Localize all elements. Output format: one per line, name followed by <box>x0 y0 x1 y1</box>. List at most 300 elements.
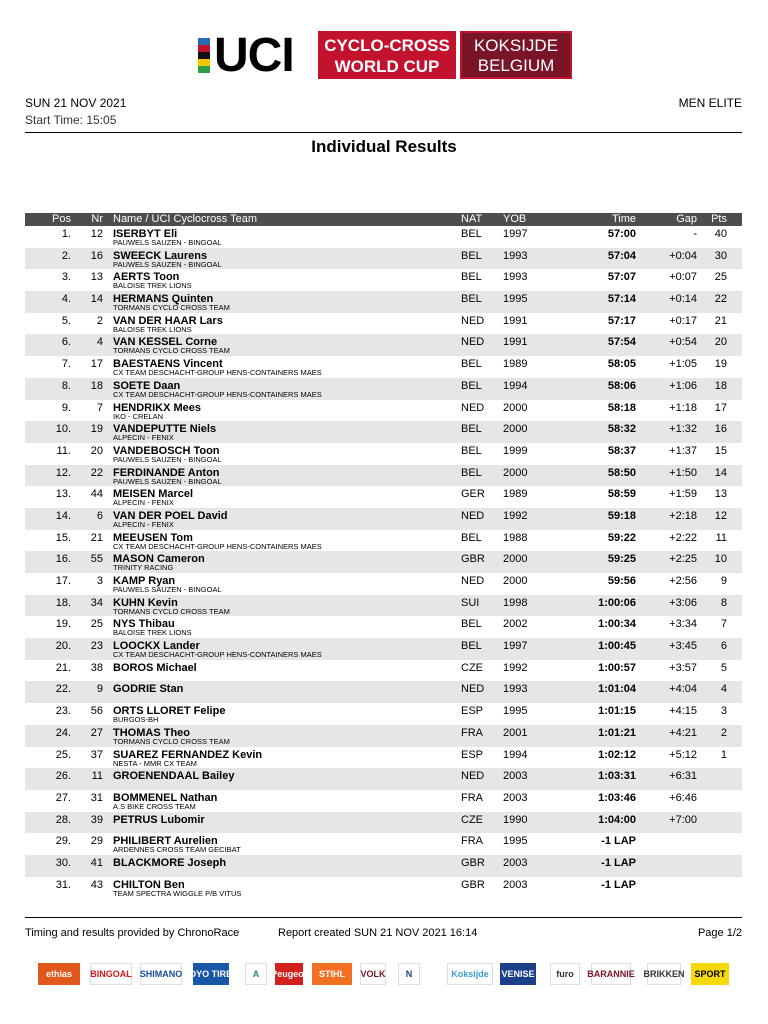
cell-time: 1:01:21 <box>598 726 636 739</box>
col-nr-header: Nr <box>91 213 103 225</box>
cell-name: BLACKMORE Joseph <box>113 856 227 869</box>
table-row <box>25 443 742 465</box>
cell-name: VANDEBOSCH Toon <box>113 444 220 457</box>
cell-nat: CZE <box>461 813 483 826</box>
cell-name: HENDRIKX Mees <box>113 401 202 414</box>
cell-nr: 9 <box>96 683 103 696</box>
cell-nr: 19 <box>90 423 103 436</box>
cell-pos: 17. <box>55 575 71 587</box>
cell-name: VAN KESSEL Corne <box>113 336 218 349</box>
cell-yob: 1993 <box>503 683 528 696</box>
cell-nr: 3 <box>96 575 103 587</box>
cell-nr: 38 <box>90 661 103 674</box>
cell-gap: +2:56 <box>669 575 697 587</box>
table-row <box>25 421 742 443</box>
cell-nr: 16 <box>90 249 103 262</box>
cell-time: 1:00:45 <box>598 640 636 653</box>
cell-team: PAUWELS SAUZEN - BINGOAL <box>113 454 222 464</box>
cell-yob: 2003 <box>503 856 528 869</box>
cell-pts: 2 <box>720 726 727 739</box>
table-row <box>25 833 742 855</box>
cell-pos: 4. <box>61 293 71 306</box>
table-row <box>25 334 742 356</box>
cell-name: MASON Cameron <box>113 553 205 566</box>
cell-pos: 1. <box>61 228 71 240</box>
col-nat-header: NAT <box>461 213 483 225</box>
cell-team: BALOISE TREK LIONS <box>113 628 192 638</box>
table-row <box>25 508 742 530</box>
cell-time: -1 LAP <box>601 878 636 891</box>
cell-time: 58:50 <box>607 466 636 479</box>
furo-logo-icon: furo <box>550 963 580 985</box>
cell-pts: 4 <box>720 683 727 696</box>
cell-gap: +1:06 <box>669 379 697 392</box>
cell-team: A.S BIKE CROSS TEAM <box>113 801 196 811</box>
cell-team: CX TEAM DESCHACHT-GROUP HENS-CONTAINERS MAES <box>113 389 322 399</box>
cell-time: 57:04 <box>607 249 636 262</box>
cell-gap: +0:54 <box>669 336 697 349</box>
cell-nat: BEL <box>461 228 482 240</box>
stripe-blue <box>198 38 210 45</box>
cell-name: BAESTAENS Vincent <box>113 358 223 371</box>
cell-yob: 1995 <box>503 705 528 718</box>
cell-nat: BEL <box>461 618 482 631</box>
event-line-2: WORLD CUP <box>334 57 440 76</box>
cell-name: SOETE Daan <box>113 379 181 392</box>
cell-nr: 21 <box>90 531 103 544</box>
cell-name: SWEECK Laurens <box>113 249 208 262</box>
cell-gap: - <box>693 228 697 240</box>
cell-yob: 2000 <box>503 401 528 414</box>
cell-nat: NED <box>461 336 485 349</box>
cell-pts: 21 <box>714 314 727 327</box>
cell-nat: BEL <box>461 379 482 392</box>
cell-gap: +2:25 <box>669 553 697 566</box>
cell-pos: 14. <box>55 509 71 522</box>
cell-name: GROENENDAAL Bailey <box>113 770 235 783</box>
cell-yob: 1995 <box>503 293 528 306</box>
report-created: Report created SUN 21 NOV 2021 16:14 <box>278 927 478 939</box>
cell-pts: 14 <box>714 466 727 479</box>
cell-yob: 1989 <box>503 488 528 501</box>
event-logo <box>198 27 572 83</box>
cell-pts: 17 <box>714 401 727 414</box>
cell-time: 59:56 <box>607 575 636 587</box>
table-row <box>25 313 742 335</box>
table-body <box>25 226 742 898</box>
cell-pos: 31. <box>55 878 71 891</box>
cell-team: ALPECIN - FENIX <box>113 498 174 508</box>
cell-nat: ESP <box>461 705 484 718</box>
table-row <box>25 486 742 508</box>
cell-nr: 23 <box>90 640 103 653</box>
cell-nat: BEL <box>461 249 482 262</box>
ethias-logo-icon: ethias <box>38 963 80 985</box>
cell-pts: 7 <box>720 618 727 631</box>
cell-pts: 9 <box>720 575 727 587</box>
cell-nat: BEL <box>461 271 482 284</box>
cell-nat: SUI <box>461 596 480 609</box>
location-line-1: KOKSIJDE <box>473 36 559 55</box>
cell-nat: NED <box>461 509 485 522</box>
cell-nat: BEL <box>461 531 482 544</box>
col-yob-header: YOB <box>503 213 527 225</box>
cell-team: ALPECIN - FENIX <box>113 433 174 443</box>
cell-team: PAUWELS SAUZEN - BINGOAL <box>113 476 222 486</box>
cell-pts: 8 <box>720 596 727 609</box>
cell-pos: 10. <box>55 423 71 436</box>
toyo-tires-logo-icon: TOYO TIRES <box>193 963 229 985</box>
cell-name: KAMP Ryan <box>113 575 176 587</box>
cell-yob: 2003 <box>503 791 528 804</box>
cell-nr: 55 <box>90 553 103 566</box>
stripe-black <box>198 52 210 59</box>
cell-time: 1:00:06 <box>598 596 636 609</box>
cell-pts: 15 <box>714 444 727 457</box>
cell-pos: 19. <box>55 618 71 631</box>
cell-pos: 27. <box>55 791 71 804</box>
cell-gap: +1:59 <box>669 488 697 501</box>
stihl-logo-icon: STIHL <box>312 963 352 985</box>
cell-time: 1:01:04 <box>598 683 636 696</box>
cell-nr: 41 <box>90 856 103 869</box>
cell-pos: 15. <box>55 531 71 544</box>
cell-name: HERMANS Quinten <box>113 293 214 306</box>
cell-time: 1:03:46 <box>598 791 636 804</box>
cell-yob: 1999 <box>503 444 528 457</box>
cell-yob: 1997 <box>503 640 528 653</box>
cell-gap: +2:22 <box>669 531 697 544</box>
stripe-red <box>198 45 210 52</box>
cell-gap: +1:37 <box>669 444 697 457</box>
cell-nr: 13 <box>90 271 103 284</box>
cell-nr: 18 <box>90 379 103 392</box>
cell-nat: FRA <box>461 726 483 739</box>
cell-nat: BEL <box>461 640 482 653</box>
table-row <box>25 768 742 790</box>
cell-team: BALOISE TREK LIONS <box>113 324 192 334</box>
cell-pts: 16 <box>714 423 727 436</box>
table-row <box>25 356 742 378</box>
cell-pos: 8. <box>61 379 71 392</box>
cell-pos: 21. <box>55 661 71 674</box>
cell-nr: 6 <box>96 509 103 522</box>
col-time-header: Time <box>611 213 636 225</box>
cell-pts: 12 <box>714 509 727 522</box>
cell-nr: 39 <box>90 813 103 826</box>
cell-nr: 14 <box>90 293 103 306</box>
table-header <box>25 213 742 226</box>
table-row <box>25 530 742 552</box>
cell-time: -1 LAP <box>601 835 636 848</box>
cell-name: PHILIBERT Aurelien <box>113 835 218 848</box>
cell-team: CX TEAM DESCHACHT-GROUP HENS-CONTAINERS MAES <box>113 368 322 378</box>
cell-gap: +5:12 <box>669 748 697 761</box>
cell-nat: BEL <box>461 358 482 371</box>
cell-pts: 6 <box>720 640 727 653</box>
cell-name: KUHN Kevin <box>113 596 178 609</box>
cell-name: THOMAS Theo <box>113 726 190 739</box>
table-row <box>25 616 742 638</box>
cell-nat: FRA <box>461 791 483 804</box>
cell-pos: 6. <box>61 336 71 349</box>
cell-yob: 1991 <box>503 336 528 349</box>
cell-yob: 1989 <box>503 358 528 371</box>
table-row <box>25 378 742 400</box>
cell-gap: +6:31 <box>669 770 697 783</box>
cell-gap: +4:21 <box>669 726 697 739</box>
table-row <box>25 248 742 270</box>
cell-time: 1:02:12 <box>598 748 636 761</box>
cell-pos: 29. <box>55 835 71 848</box>
col-gap-header: Gap <box>676 213 697 225</box>
cell-name: SUAREZ FERNANDEZ Kevin <box>113 748 263 761</box>
page-title: Individual Results <box>311 137 457 156</box>
cell-yob: 2000 <box>503 575 528 587</box>
cell-yob: 2000 <box>503 466 528 479</box>
race-category: MEN ELITE <box>678 96 742 110</box>
footer-divider <box>25 917 742 918</box>
cell-pts: 3 <box>720 705 727 718</box>
cell-nat: FRA <box>461 835 483 848</box>
cell-yob: 1988 <box>503 531 528 544</box>
location-line-2: BELGIUM <box>477 56 555 75</box>
cell-team: IKO - CRELAN <box>113 411 164 421</box>
header-divider <box>25 132 742 133</box>
cell-time: 57:00 <box>607 228 636 240</box>
cell-pts: 20 <box>714 336 727 349</box>
cell-time: -1 LAP <box>601 856 636 869</box>
cell-team: CX TEAM DESCHACHT-GROUP HENS-CONTAINERS MAES <box>113 650 322 660</box>
cell-gap: +1:18 <box>669 401 697 414</box>
cell-time: 1:03:31 <box>598 770 636 783</box>
cell-pos: 26. <box>55 770 71 783</box>
cell-pos: 16. <box>55 553 71 566</box>
cell-nat: BEL <box>461 444 482 457</box>
cell-yob: 1990 <box>503 813 528 826</box>
cell-gap: +0:07 <box>669 271 697 284</box>
cell-gap: +3:34 <box>669 618 697 631</box>
event-line-1: CYCLO-CROSS <box>324 36 450 55</box>
cell-nr: 56 <box>90 705 103 718</box>
table-row <box>25 877 742 899</box>
cell-pos: 28. <box>55 813 71 826</box>
uci-stripes-icon <box>198 38 210 74</box>
cell-team: PAUWELS SAUZEN - BINGOAL <box>113 238 222 247</box>
cell-time: 57:54 <box>607 336 636 349</box>
cell-name: CHILTON Ben <box>113 878 185 891</box>
cell-name: LOOCKX Lander <box>113 640 200 653</box>
table-row <box>25 269 742 291</box>
cell-gap: +4:15 <box>669 705 697 718</box>
table-row <box>25 681 742 703</box>
cell-time: 58:32 <box>607 423 636 436</box>
cell-time: 57:17 <box>607 314 636 327</box>
cell-nat: BEL <box>461 423 482 436</box>
table-row <box>25 703 742 725</box>
cell-yob: 2003 <box>503 878 528 891</box>
cell-gap: +7:00 <box>669 813 697 826</box>
cell-pts: 1 <box>720 748 727 761</box>
cell-name: ORTS LLORET Felipe <box>113 705 226 718</box>
cell-time: 1:04:00 <box>598 813 636 826</box>
table-row <box>25 291 742 313</box>
cell-team: TORMANS CYCLO CROSS TEAM <box>113 303 230 313</box>
cell-pos: 7. <box>61 358 71 371</box>
cell-name: VAN DER HAAR Lars <box>113 314 223 327</box>
cell-nat: NED <box>461 683 485 696</box>
koksijde-logo-icon: Koksijde <box>447 963 493 985</box>
cell-gap: +6:46 <box>669 791 697 804</box>
volk-logo-icon: VOLK <box>360 963 386 985</box>
cell-nat: CZE <box>461 661 483 674</box>
table-row <box>25 226 742 248</box>
cell-nr: 2 <box>96 314 103 327</box>
cell-team: ALPECIN - FENIX <box>113 519 174 529</box>
cell-team: TORMANS CYCLO CROSS TEAM <box>113 606 230 616</box>
n-logo-icon: N <box>398 963 420 985</box>
cell-nr: 27 <box>90 726 103 739</box>
cell-name: GODRIE Stan <box>113 683 184 696</box>
cell-name: FERDINANDE Anton <box>113 466 220 479</box>
table-row <box>25 400 742 422</box>
a-logo-icon: A <box>245 963 267 985</box>
cell-pts: 22 <box>714 293 727 306</box>
table-row <box>25 790 742 812</box>
cell-pos: 30. <box>55 856 71 869</box>
cell-team: CX TEAM DESCHACHT-GROUP HENS-CONTAINERS MAES <box>113 541 322 551</box>
cell-nat: GBR <box>461 856 485 869</box>
cell-nat: GER <box>461 488 485 501</box>
brikken-logo-icon: BRIKKEN <box>647 963 681 985</box>
barannie-logo-icon: BARANNIE <box>591 963 631 985</box>
cell-nr: 20 <box>90 444 103 457</box>
table-row <box>25 725 742 747</box>
cell-team: ARDENNES CROSS TEAM GECIBAT <box>113 845 241 855</box>
cell-pts: 30 <box>714 249 727 262</box>
cell-time: 58:18 <box>607 401 636 414</box>
cell-gap: +4:04 <box>669 683 697 696</box>
cell-nr: 34 <box>90 596 103 609</box>
col-pts-header: Pts <box>711 213 727 225</box>
race-date: SUN 21 NOV 2021 <box>25 96 127 110</box>
cell-yob: 2002 <box>503 618 528 631</box>
cell-name: MEISEN Marcel <box>113 488 194 501</box>
location-box <box>460 31 572 79</box>
cell-team: PAUWELS SAUZEN - BINGOAL <box>113 259 222 269</box>
results-table <box>25 213 742 898</box>
table-row <box>25 812 742 834</box>
cell-team: BALOISE TREK LIONS <box>113 281 192 291</box>
cell-nat: NED <box>461 770 485 783</box>
cell-yob: 1998 <box>503 596 528 609</box>
cell-name: MEEUSEN Tom <box>113 531 193 544</box>
cell-yob: 1997 <box>503 228 528 240</box>
cell-yob: 1993 <box>503 249 528 262</box>
table-row <box>25 855 742 877</box>
cell-nr: 25 <box>90 618 103 631</box>
cell-gap: +1:50 <box>669 466 697 479</box>
cell-time: 1:01:15 <box>598 705 636 718</box>
cell-nr: 17 <box>90 358 103 371</box>
cell-time: 57:07 <box>607 271 636 284</box>
cell-name: BOROS Michael <box>113 661 197 674</box>
cell-name: ISERBYT Eli <box>113 228 178 240</box>
cell-pos: 11. <box>56 444 71 457</box>
cell-pos: 5. <box>61 314 71 327</box>
cell-nr: 11 <box>91 770 103 783</box>
cell-pos: 18. <box>55 596 71 609</box>
cell-gap: +0:17 <box>669 314 697 327</box>
cell-gap: +0:14 <box>669 293 697 306</box>
cell-nat: BEL <box>461 466 482 479</box>
table-row <box>25 465 742 487</box>
cell-gap: +1:32 <box>669 423 697 436</box>
venise-logo-icon: VENISE <box>500 963 536 985</box>
shimano-logo-icon: SHIMANO <box>140 963 182 985</box>
cell-time: 58:06 <box>607 379 636 392</box>
cell-pts: 19 <box>714 358 727 371</box>
uci-brand: UCI <box>214 29 294 82</box>
cell-yob: 2000 <box>503 553 528 566</box>
cell-time: 58:05 <box>607 358 636 371</box>
cell-team: PAUWELS SAUZEN - BINGOAL <box>113 585 222 594</box>
cell-nr: 7 <box>96 401 103 414</box>
cell-name: VAN DER POEL David <box>113 509 228 522</box>
event-name-box <box>318 31 456 79</box>
cell-team: TEAM SPECTRA WIGGLE P/B VITUS <box>113 888 242 898</box>
cell-yob: 2000 <box>503 423 528 436</box>
cell-pos: 12. <box>55 466 71 479</box>
cell-nr: 4 <box>96 336 103 349</box>
cell-gap: +3:06 <box>669 596 697 609</box>
table-row <box>25 551 742 573</box>
cell-time: 1:00:57 <box>598 661 636 674</box>
cell-time: 59:18 <box>607 509 636 522</box>
cell-nat: NED <box>461 401 485 414</box>
cell-team: NESTA - MMR CX TEAM <box>113 758 197 768</box>
cell-nat: BEL <box>461 293 482 306</box>
table-row <box>25 660 742 682</box>
cell-team: TORMANS CYCLO CROSS TEAM <box>113 736 230 746</box>
cell-pos: 22. <box>55 683 71 696</box>
peugeot-logo-icon: Peugeot <box>275 963 303 985</box>
page-number: Page 1/2 <box>697 927 742 939</box>
cell-pts: 5 <box>720 661 727 674</box>
cell-name: AERTS Toon <box>113 271 180 284</box>
cell-nat: GBR <box>461 878 485 891</box>
cell-time: 58:37 <box>607 444 636 457</box>
cell-nr: 12 <box>90 228 103 240</box>
cell-time: 59:22 <box>607 531 636 544</box>
table-row <box>25 638 742 660</box>
cell-name: PETRUS Lubomir <box>113 813 205 826</box>
bingoal-logo-icon: BINGOAL <box>90 963 132 985</box>
cell-gap: +2:18 <box>669 509 697 522</box>
cell-pos: 3. <box>61 271 71 284</box>
cell-pts: 11 <box>715 531 727 544</box>
cell-yob: 1994 <box>503 379 528 392</box>
col-pos-header: Pos <box>52 213 71 225</box>
cell-nr: 44 <box>90 488 103 501</box>
cell-yob: 1993 <box>503 271 528 284</box>
col-name-header: Name / UCI Cyclocross Team <box>113 213 258 225</box>
cell-yob: 1992 <box>503 509 528 522</box>
cell-pos: 9. <box>61 401 71 414</box>
cell-pos: 24. <box>55 726 71 739</box>
cell-time: 1:00:34 <box>598 618 636 631</box>
sport-vlaanderen-logo-icon: SPORT <box>691 963 729 985</box>
